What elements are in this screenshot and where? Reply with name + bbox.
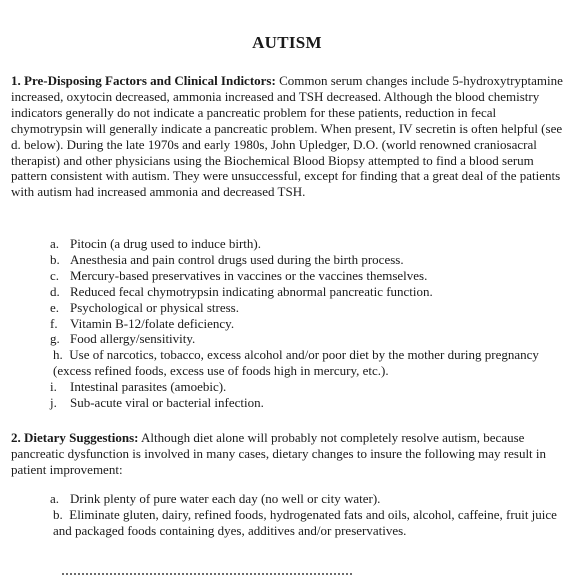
section-1-paragraph [11,73,567,200]
cut-off-text-line [62,571,352,577]
list-item-label: g. [50,331,60,347]
list-item [50,491,560,507]
section-2-list [50,491,560,539]
list-item-text: Drink plenty of pure water each day (no well or city water). [70,491,381,506]
list-item-text: Reduced fecal chymotrypsin indicating abnormal pancreatic function. [70,283,433,299]
list-item-label: i. [50,379,57,395]
list-item-text: Sub-acute viral or bacterial infection. [70,395,264,411]
list-item-label: d. [50,283,60,299]
list-item-label: b. [50,251,60,267]
list-item [50,252,560,268]
list-item-text: Food allergy/sensitivity. [70,331,196,347]
list-item-label: h. [53,347,63,363]
list-item-label: b. [53,506,63,522]
list-item [50,300,560,316]
list-item-text: Pitocin (a drug used to induce birth). [70,236,261,251]
list-item-label: f. [50,315,58,331]
list-item [53,507,560,539]
section-1-body: Common serum changes include 5-hydroxytryptamine increased, oxytocin decreased, ammonia increased and TSH decreased. Although the blood chemistry indicators generally do not indicate a pancreatic problem for these patients, reduction in fecal chymotrypsin will generally indicate a pancreatic problem. When present, IV secretin is often helpful (see d. below). During the late 1970s and early 1980s, John Upledger, D.O. (world renowned craniosacral therapist) and other physicians using the Biochemical Blood Biopsy attempted to find a blood serum pattern consistent with autism. They were unsuccessful, except for finding that a great deal of the patients with autism had increased ammonia and decreased TSH. [11,73,563,200]
list-item [50,379,560,395]
section-1-heading: 1. Pre-Disposing Factors and Clinical Indictors: [11,73,276,88]
list-item [50,316,560,332]
section-2-paragraph [11,430,567,478]
list-item [53,347,560,379]
list-item-text: Vitamin B-12/folate deficiency. [70,315,235,331]
section-1-list [50,236,560,411]
list-item [50,284,560,300]
list-item-label: a. [50,491,60,506]
section-2-heading: 2. Dietary Suggestions: [11,430,139,445]
list-item [50,268,560,284]
list-item-label: j. [50,395,57,411]
list-item [50,331,560,347]
list-item [50,395,560,411]
list-item-text: Anesthesia and pain control drugs used during the birth process. [70,251,404,267]
section-2-body: Although diet alone will probably not completely resolve autism, because pancreatic dysfunction is involved in many cases, dietary changes to insure the following may result in patient improvement: [11,430,547,477]
list-item-label: e. [50,299,60,315]
list-item-text: Intestinal parasites (amoebic). [70,379,227,395]
page-title: AUTISM [252,33,322,52]
list-item [50,236,560,252]
list-item-text: Mercury-based preservatives in vaccines or the vaccines themselves. [70,267,428,283]
list-item-text: Use of narcotics, tobacco, excess alcohol and/or poor diet by the mother during pregnancy (excess refined foods, excess use of foods high in mercury, etc.). [53,347,539,379]
list-item-label: c. [50,267,60,283]
list-item-text: Psychological or physical stress. [70,299,239,315]
list-item-text: Eliminate gluten, dairy, refined foods, hydrogenated fats and oils, alcohol, caffeine, fruit juice and packaged foods containing dyes, additives and/or preservatives. [53,506,557,538]
list-item-label: a. [50,236,60,251]
